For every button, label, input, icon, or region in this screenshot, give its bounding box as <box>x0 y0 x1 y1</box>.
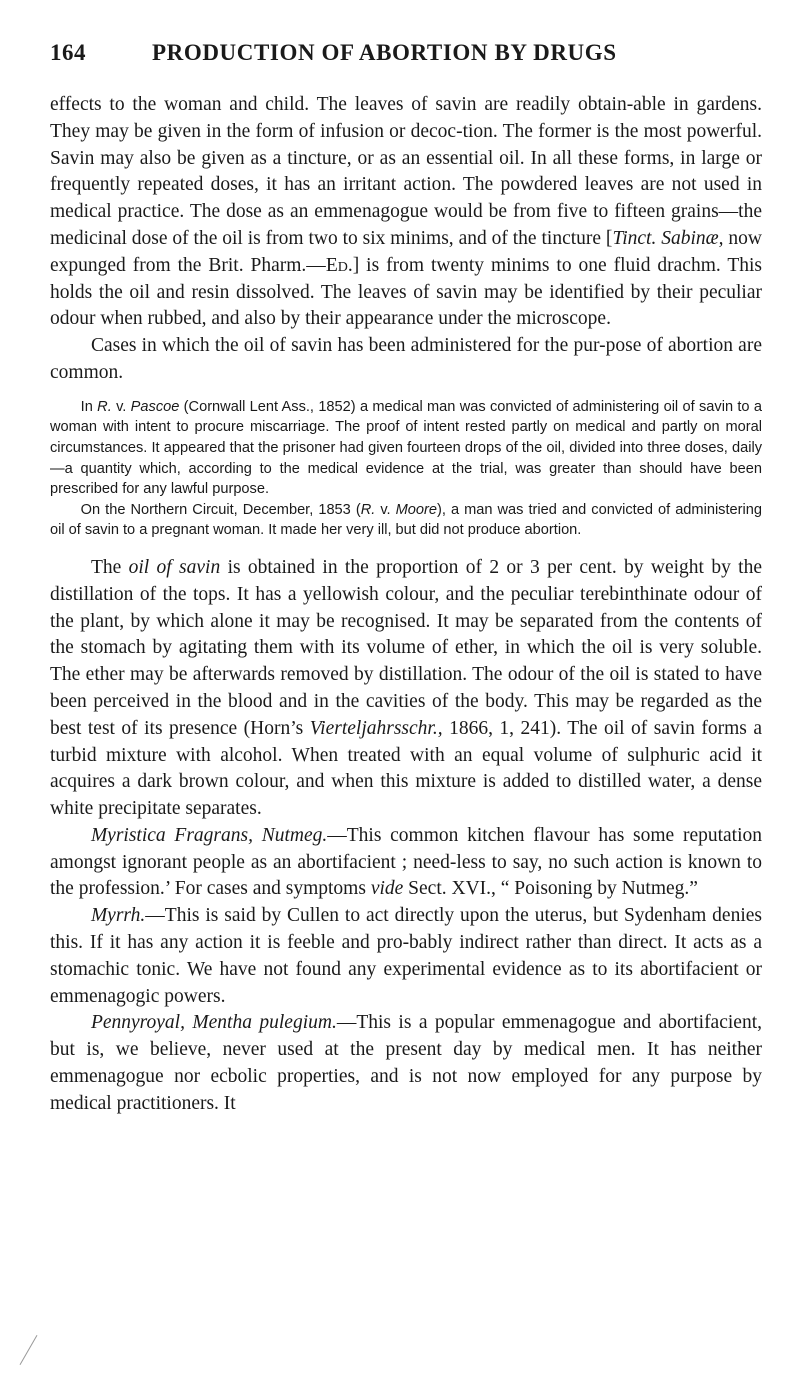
text-run: Moore <box>395 501 437 518</box>
body-paragraph <box>50 1010 762 1117</box>
case-notes <box>50 397 762 541</box>
text-body <box>50 92 762 1118</box>
case-note-paragraph <box>50 500 762 541</box>
body-paragraph <box>50 555 762 823</box>
text-run: effects to the woman and child. The leaves of savin are readily obtain-able in gardens. They may be given in the form of infusion or decoc-tion. The former is the most powerful. Savin may also be given as a tincture, or as an essential oil. In all these forms, in large or frequently repeated doses, it has an irritant action. The powdered leaves are not used in medical practice. The dose as an emmenagogue would be from five to fifteen grains—the medicinal dose of the oil is from two to six minims, and of the tincture [ <box>50 94 762 249</box>
text-run: Vierteljahrsschr., <box>309 717 443 739</box>
text-run: oil of savin <box>128 556 221 578</box>
body-paragraph <box>50 823 762 903</box>
text-run: —This is a popular emmenagogue and abortifacient, but is, we believe, never used at the present day by medical men. It has neither emmenagogue nor ecbolic properties, and is not now employed for any purpose by medical practitioners. It <box>50 1012 762 1114</box>
text-run: In <box>80 398 98 415</box>
text-run: The <box>90 556 129 578</box>
body-paragraph <box>50 903 762 1010</box>
text-run: Sect. XVI., “ Poisoning by Nutmeg.” <box>403 878 698 900</box>
text-run: R. <box>360 501 376 518</box>
margin-mark <box>20 1335 38 1365</box>
text-run: ), a man was tried and convicted of administering oil of savin to a pregnant woman. It made her very ill, but did not produce abortion. <box>50 501 762 539</box>
text-run: (Cornwall Lent Ass., 1852) a medical man was convicted of administering oil of savin to a woman with intent to procure miscarriage. The proof of intent rested partly on medical and partly on moral circumstances. It appeared that the prisoner had given fourteen drops of the oil, divided into three doses, daily—a quantity which, according to the medical evidence at the trial, was greater than should have been prescribed for any lawful purpose. <box>50 398 762 498</box>
text-run: Pascoe <box>130 398 180 415</box>
case-note-paragraph <box>50 397 762 500</box>
text-run: 1866, 1, 241). The oil of savin forms a turbid mixture with alcohol. When treated with an equal volume of sulphuric acid it acquires a dark brown colour, and when this mixture is added to distilled water, a dense white precipitate separates. <box>50 717 762 820</box>
page-number: 164 <box>50 40 86 65</box>
page-header <box>50 40 762 66</box>
page <box>50 40 762 1118</box>
text-run: R. <box>97 398 112 415</box>
running-head: PRODUCTION OF ABORTION BY DRUGS <box>152 40 617 65</box>
text-run: Ed. <box>325 254 353 276</box>
text-run: Myrrh. <box>90 905 146 927</box>
text-run: Cases in which the oil of savin has been administered for the pur-pose of abortion are common. <box>50 335 762 383</box>
body-paragraph <box>50 333 762 387</box>
text-run: v. <box>375 501 396 518</box>
text-run: ] is from twenty minims to one fluid drachm. This holds the oil and resin dissolved. The leaves of savin may be identified by their peculiar odour when rubbed, and also by their appearance under the microscope. <box>50 254 762 330</box>
text-run: —This is said by Cullen to act directly upon the uterus, but Sydenham denies this. If it has any action it is feeble and pro-bably indirect rather than direct. It acts as a stomachic tonic. We have not found any experimental evidence as to its abortifacient or emmenagogic powers. <box>50 905 762 1007</box>
text-run: On the Northern Circuit, December, 1853 ( <box>80 501 361 518</box>
text-run: is obtained in the proportion of 2 or 3 per cent. by weight by the distillation of the tops. It has a yellowish colour, and the peculiar terebinthinate odour of the plant, by which alone it may be recognised. It may be separated from the contents of the stomach by agitating them with its volume of ether, in which the oil is very soluble. The ether may be afterwards removed by distillation. The odour of the oil is stated to have been perceived in the blood and in the cavities of the body. This may be regarded as the best test of its presence (Horn’s <box>50 556 762 739</box>
text-run: v. <box>111 398 131 415</box>
text-run: Pennyroyal, Mentha pulegium. <box>90 1012 337 1034</box>
text-run: —This common kitchen flavour has some reputation amongst ignorant people as an abortifacient ; need-less to say, no such action is known to the profession.’ For cases and symptoms <box>50 824 763 900</box>
text-run: vide <box>370 878 404 900</box>
text-run: Myristica Fragrans, Nutmeg. <box>90 824 328 846</box>
text-run: now expunged from the Brit. Pharm.— <box>50 227 762 276</box>
text-run: Tinct. Sabinæ, <box>612 227 724 249</box>
body-paragraph <box>50 92 762 333</box>
